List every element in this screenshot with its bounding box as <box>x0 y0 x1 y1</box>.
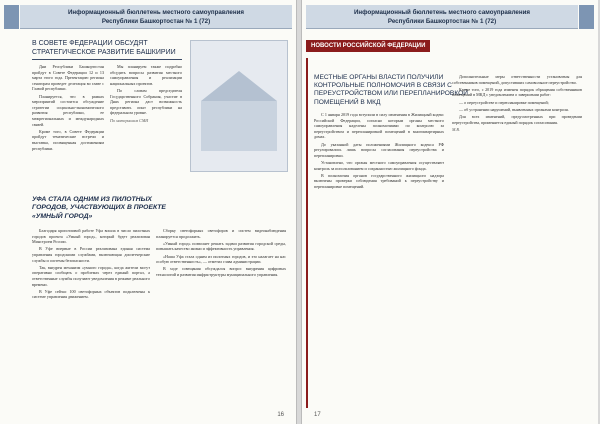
header-line2: Республики Башкортостан № 1 (72) <box>387 18 497 25</box>
article1-column-2: Мы планируем также подробно обсудить вопросы развития местного самоуправления и реализации национальных проектов. По словам председателя Государственного Собрания, участие в Днях региона даст возможность представить опыт республики на федеральном уровне. По материалам СМИ <box>110 64 182 123</box>
article2-column-2: Сборку светофорных светофоров и систем видеонаблюдения планируется продолжить. «Умный город» позволяет решать задачи развития городской среды, повышать качество жизни и эффективность управления. «Наша Уфа стала одним из пилотных городов, и это налагает на нас особую ответственность», — отметил глава администрации. В ходе совещания обсуждался вопрос внедрения цифровых технологий и развития инфраструктуры муниципального управления. <box>156 228 286 277</box>
article1-signature: По материалам СМИ <box>110 117 149 123</box>
page-header <box>306 5 578 29</box>
right-page <box>301 0 598 424</box>
page-number: 16 <box>277 412 284 418</box>
section-badge: НОВОСТИ РОССИЙСКОЙ ФЕДЕРАЦИИ <box>306 40 430 52</box>
header-line2: Республики Башкортостан № 1 (72) <box>101 18 211 25</box>
header-line1: Информационный бюллетень местного самоуправления <box>67 9 245 16</box>
article-column-1: С 1 января 2019 года вступили в силу изменения в Жилищный кодекс Российской Федерации, согласно которым органы местного самоуправления наделены полномочиями по контролю за переустройством и перепланировкой помещений в многоквартирных домах. До указанной даты положениями Жилищного кодекса РФ регулировались лишь вопросы согласования переустройства и перепланировки. Установлено, что органы местного самоуправления осуществляют контроль за использованием и сохранностью жилищного фонда. В полномочия органов государственного жилищного надзора включены проверки соблюдения требований к переустройству и перепланировке помещений. <box>314 112 444 189</box>
title-rule <box>32 59 182 60</box>
header-tab <box>579 5 594 29</box>
article2-column-1: Благодаря кропотливой работе Уфа вошла в число пилотных городов проекта «Умный город», который будет реализован Минстроем России. В Уфе впервые в России реализована единая система управления городскими службами, включающая диспетчерские службы и системы безопасности. Так, внедрен механизм «умного города», когда жители могут оперативно сообщать о проблемах через единый портал, а ответственные службы получают уведомления в режиме реального времени. В Уфе сейчас 100 светофорных объектов подключены к системе управления движением. <box>32 228 150 300</box>
article1-title: В СОВЕТЕ ФЕДЕРАЦИИ ОБСУДЯТ СТРАТЕГИЧЕСКОЕ РАЗВИТИЕ БАШКИРИИ <box>32 40 176 56</box>
section-bar <box>306 58 308 408</box>
page-header <box>20 5 292 29</box>
photo-placeholder-icon <box>191 41 287 171</box>
article-column-2: Дополнительные меры ответственности установлены для собственников помещений, допустивших самовольное переустройство. Кроме того, с 2019 года изменен порядок обращения собственников помещений в МКД с уведомлением о завершении работ: — о переустройстве и перепланировке помещений; — об устранении нарушений, выявленных органами контроля. Для всех изменений, предусмотренных при проведении переустройства, применяется единый порядок согласования. М.В. <box>452 74 582 132</box>
article1-photo <box>190 40 288 172</box>
header-line1: Информационный бюллетень местного самоуправления <box>353 9 531 16</box>
header-tab <box>4 5 19 29</box>
article1-column-1: Дни Республики Башкортостан пройдут в Совете Федерации 12 и 13 марта этого года. Презентацию региона сенаторам проведет делегация во главе с Главой республики. Планируется, что в рамках мероприятий состоится обсуждение стратегии социально-экономического развития республики, ее межрегиональных и международных связей. Кроме того, в Совете Федерации пройдут тематические встречи и выставка, посвященная достижениям республики. <box>32 64 104 151</box>
article-title: МЕСТНЫЕ ОРГАНЫ ВЛАСТИ ПОЛУЧИЛИ КОНТРОЛЬНЫЕ ПОЛНОМОЧИЯ В СВЯЗИ С ПЕРЕУСТРОЙСТВОМ ИЛИ ПЕРЕПЛАНИРОВКОЙ ПОМЕЩЕНИЙ В МКД <box>314 74 468 106</box>
article2-title: УФА СТАЛА ОДНИМ ИЗ ПИЛОТНЫХ ГОРОДОВ, УЧАСТВУЮЩИХ В ПРОЕКТЕ «УМНЫЙ ГОРОД» <box>32 196 166 220</box>
page-number: 17 <box>314 412 321 418</box>
left-page <box>0 0 297 424</box>
article-signature: М.В. <box>452 126 460 132</box>
